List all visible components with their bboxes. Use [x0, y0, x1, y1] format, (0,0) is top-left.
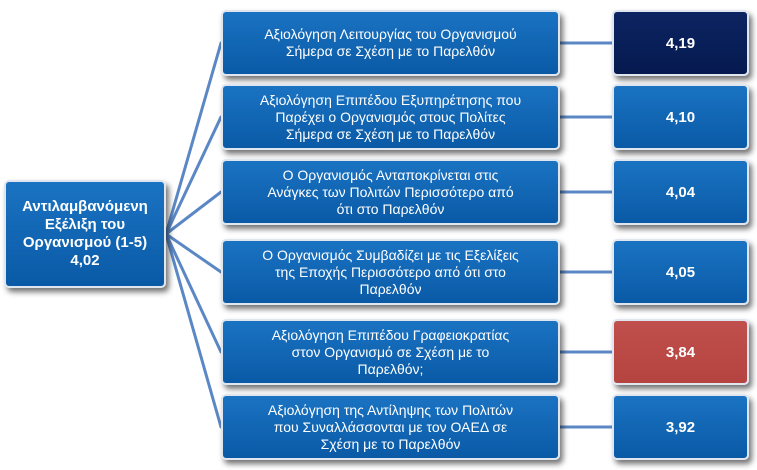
statement-box-5 — [221, 319, 560, 385]
root-title-line-2: Εξέλιξη του — [44, 216, 126, 233]
root-value: 4,02 — [70, 252, 100, 269]
branch-line-6 — [166, 234, 221, 427]
statement-box-6 — [221, 394, 560, 460]
value-text-6: 3,92 — [665, 418, 696, 436]
root-node — [4, 180, 166, 288]
branch-line-1 — [166, 43, 221, 234]
statement-box-2 — [221, 84, 560, 150]
value-box-5 — [612, 319, 749, 385]
value-box-3 — [612, 159, 749, 225]
value-text-5: 3,84 — [665, 343, 696, 361]
value-text-4: 4,05 — [665, 263, 696, 281]
statement-text-1: Αξιολόγηση Λειτουργίας του Οργανισμού Σήμερα σε Σχέση με το Παρελθόν — [264, 26, 517, 59]
value-box-6 — [612, 394, 749, 460]
root-title-line-3: Οργανισμού (1-5) — [22, 234, 148, 251]
statement-box-4 — [221, 239, 560, 305]
statement-text-4: Ο Οργανισμός Συμβαδίζει με τις Εξελίξεις της Εποχής Περισσότερο από ότι στο Παρελθόν — [262, 246, 519, 297]
value-text-1: 4,19 — [665, 34, 696, 52]
value-text-3: 4,04 — [665, 183, 696, 201]
statement-text-5: Αξιολόγηση Επιπέδου Γραφειοκρατίας στον Οργανισμό σε Σχέση με το Παρελθόν; — [271, 326, 510, 377]
value-box-4 — [612, 239, 749, 305]
statement-box-3 — [221, 159, 560, 225]
value-box-1 — [612, 10, 749, 76]
statement-box-1 — [221, 10, 560, 76]
root-title-line-1: Αντιλαμβανόμενη — [22, 198, 148, 215]
statement-text-2: Αξιολόγηση Επιπέδου Εξυπηρέτησης που Παρέχει ο Οργανισμός στους Πολίτες Σήμερα σε Σχέση με το Παρελθόν — [259, 91, 522, 142]
value-text-2: 4,10 — [665, 108, 696, 126]
statement-text-6: Αξιολόγηση της Αντίληψης των Πολιτών που Συναλλάσσονται με τον ΟΑΕΔ σε Σχέση με το Παρελθόν — [267, 401, 514, 452]
statement-text-3: Ο Οργανισμός Ανταποκρίνεται στις Ανάγκες των Πολιτών Περισσότερο από ότι στο Παρελθόν — [267, 166, 514, 217]
value-box-2 — [612, 84, 749, 150]
